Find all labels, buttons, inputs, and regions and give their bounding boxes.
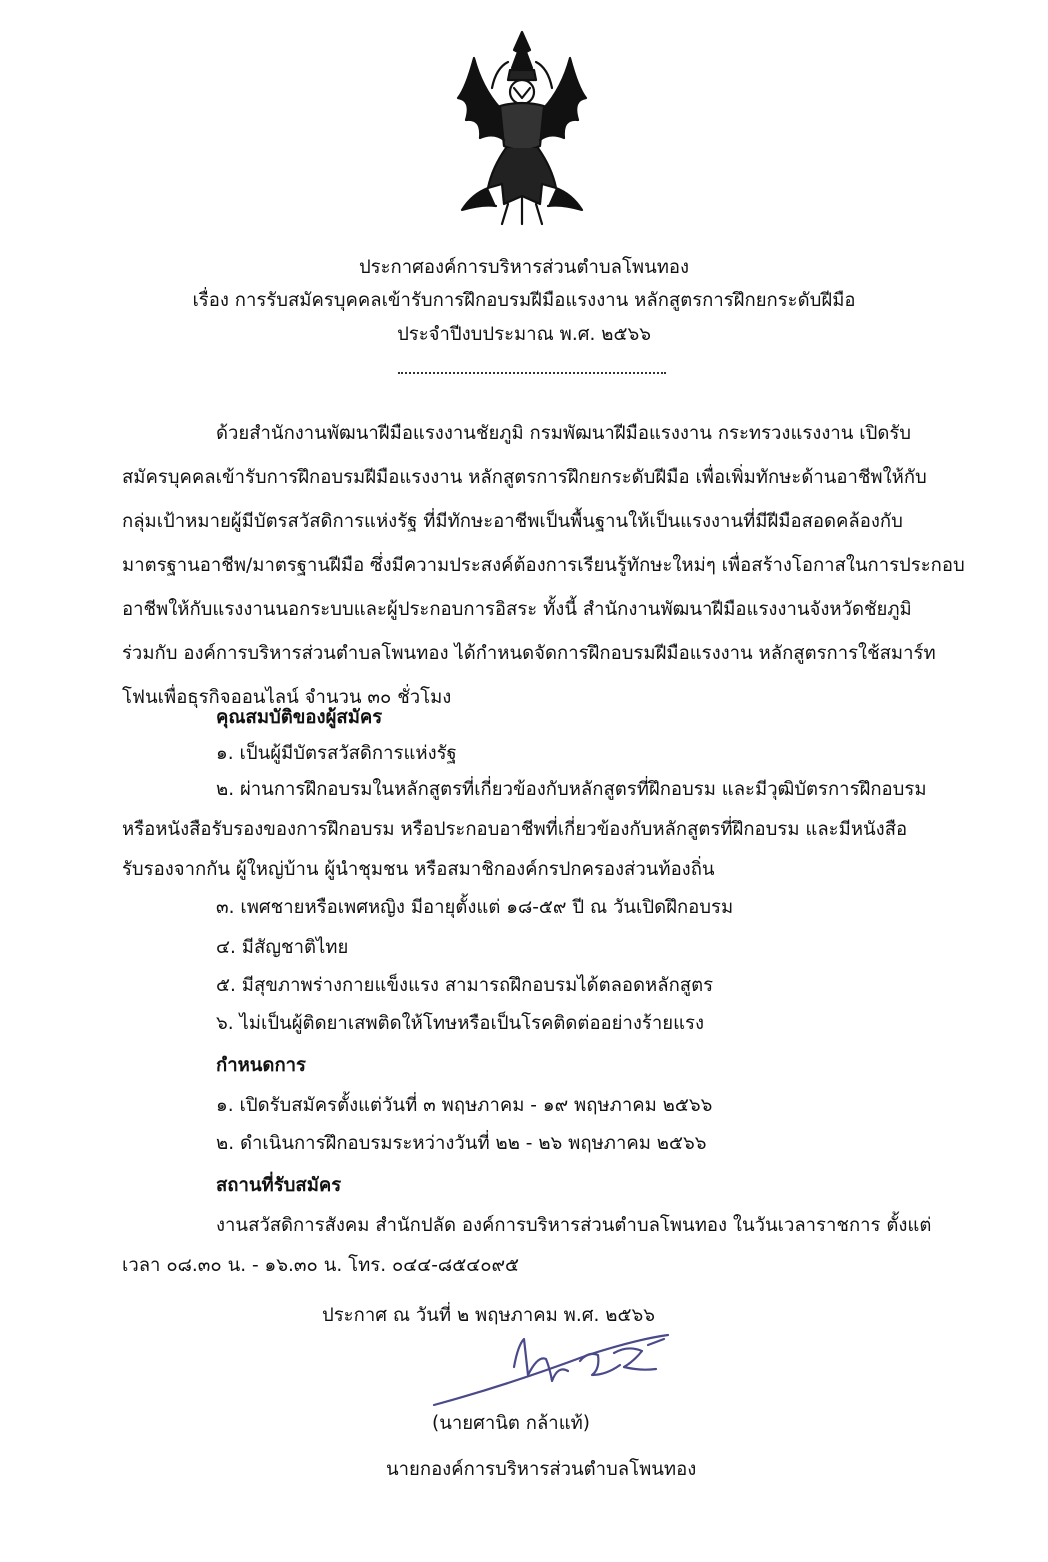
qualification-item: ๑. เป็นผู้มีบัตรสวัสดิการแห่งรัฐ <box>216 743 457 764</box>
location-line: งานสวัสดิการสังคม สำนักปลัด องค์การบริหารส่วนตำบลโพนทอง ในวันเวลาราชการ ตั้งแต่ <box>216 1215 932 1236</box>
announcement-date: ประกาศ ณ วันที่ ๒ พฤษภาคม พ.ศ. ๒๕๖๖ <box>322 1305 655 1326</box>
announcement-subject: เรื่อง การรับสมัครบุคคลเข้ารับการฝึกอบรมฝีมือแรงงาน หลักสูตรการฝึกยกระดับฝีมือ <box>192 290 856 311</box>
body-line: อาชีพให้กับแรงงานนอกระบบและผู้ประกอบการอิสระ ทั้งนี้ สำนักงานพัฒนาฝีมือแรงงานจังหวัดชัยภูมิ <box>122 599 912 620</box>
body-line: กลุ่มเป้าหมายผู้มีบัตรสวัสดิการแห่งรัฐ ที่มีทักษะอาชีพเป็นพื้นฐานให้เป็นแรงงานที่มีฝีมือสอดคล้องกับ <box>122 511 903 532</box>
qualification-item: ๔. มีสัญชาติไทย <box>216 937 349 958</box>
dotted-separator <box>398 372 666 374</box>
signer-title: นายกองค์การบริหารส่วนตำบลโพนทอง <box>386 1459 697 1480</box>
body-line: ด้วยสำนักงานพัฒนาฝีมือแรงงานชัยภูมิ กรมพัฒนาฝีมือแรงงาน กระทรวงแรงงาน เปิดรับ <box>216 423 912 444</box>
qualification-item-cont: รับรองจากกัน ผู้ใหญ่บ้าน ผู้นำชุมชน หรือสมาชิกองค์กรปกครองส่วนท้องถิ่น <box>122 859 715 880</box>
qualification-item: ๓. เพศชายหรือเพศหญิง มีอายุตั้งแต่ ๑๘-๕๙ ปี ณ วันเปิดฝึกอบรม <box>216 897 734 918</box>
location-line: เวลา ๐๘.๓๐ น. - ๑๖.๓๐ น. โทร. ๐๔๔-๘๕๔๐๙๕ <box>122 1255 520 1276</box>
qualification-item: ๕. มีสุขภาพร่างกายแข็งแรง สามารถฝึกอบรมได้ตลอดหลักสูตร <box>216 975 714 996</box>
schedule-item: ๒. ดำเนินการฝึกอบรมระหว่างวันที่ ๒๒ - ๒๖ พฤษภาคม ๒๕๖๖ <box>216 1133 707 1154</box>
schedule-heading: กำหนดการ <box>216 1055 306 1076</box>
qualification-item: ๖. ไม่เป็นผู้ติดยาเสพติดให้โทษหรือเป็นโรคติดต่ออย่างร้ายแรง <box>216 1013 704 1034</box>
signature-icon <box>428 1325 678 1420</box>
body-line: โฟนเพื่อธุรกิจออนไลน์ จำนวน ๓๐ ชั่วโมง <box>122 687 452 708</box>
body-line: สมัครบุคคลเข้ารับการฝึกอบรมฝีมือแรงงาน หลักสูตรการฝึกยกระดับฝีมือ เพื่อเพิ่มทักษะด้านอาชีพให้กับ <box>122 467 927 488</box>
body-line: ร่วมกับ องค์การบริหารส่วนตำบลโพนทอง ได้กำหนดจัดการฝึกอบรมฝีมือแรงงาน หลักสูตรการใช้สมาร์ท <box>122 643 936 664</box>
location-heading: สถานที่รับสมัคร <box>216 1175 342 1196</box>
announcement-title: ประกาศองค์การบริหารส่วนตำบลโพนทอง <box>358 257 690 278</box>
fiscal-year: ประจำปีงบประมาณ พ.ศ. ๒๕๖๖ <box>397 324 651 345</box>
garuda-emblem-icon <box>452 28 592 228</box>
body-line: มาตรฐานอาชีพ/มาตรฐานฝีมือ ซึ่งมีความประสงค์ต้องการเรียนรู้ทักษะใหม่ๆ เพื่อสร้างโอกาสในการประกอบ <box>122 555 965 576</box>
signer-name: (นายศานิต กล้าแท้) <box>432 1413 591 1434</box>
schedule-item: ๑. เปิดรับสมัครตั้งแต่วันที่ ๓ พฤษภาคม - ๑๙ พฤษภาคม ๒๕๖๖ <box>216 1095 713 1116</box>
qualifications-heading: คุณสมบัติของผู้สมัคร <box>216 707 383 728</box>
qualification-item-cont: หรือหนังสือรับรองของการฝึกอบรม หรือประกอบอาชีพที่เกี่ยวข้องกับหลักสูตรที่ฝึกอบรม และมีหนังสือ <box>122 819 908 840</box>
qualification-item: ๒. ผ่านการฝึกอบรมในหลักสูตรที่เกี่ยวข้องกับหลักสูตรที่ฝึกอบรม และมีวุฒิบัตรการฝึกอบรม <box>216 779 927 800</box>
